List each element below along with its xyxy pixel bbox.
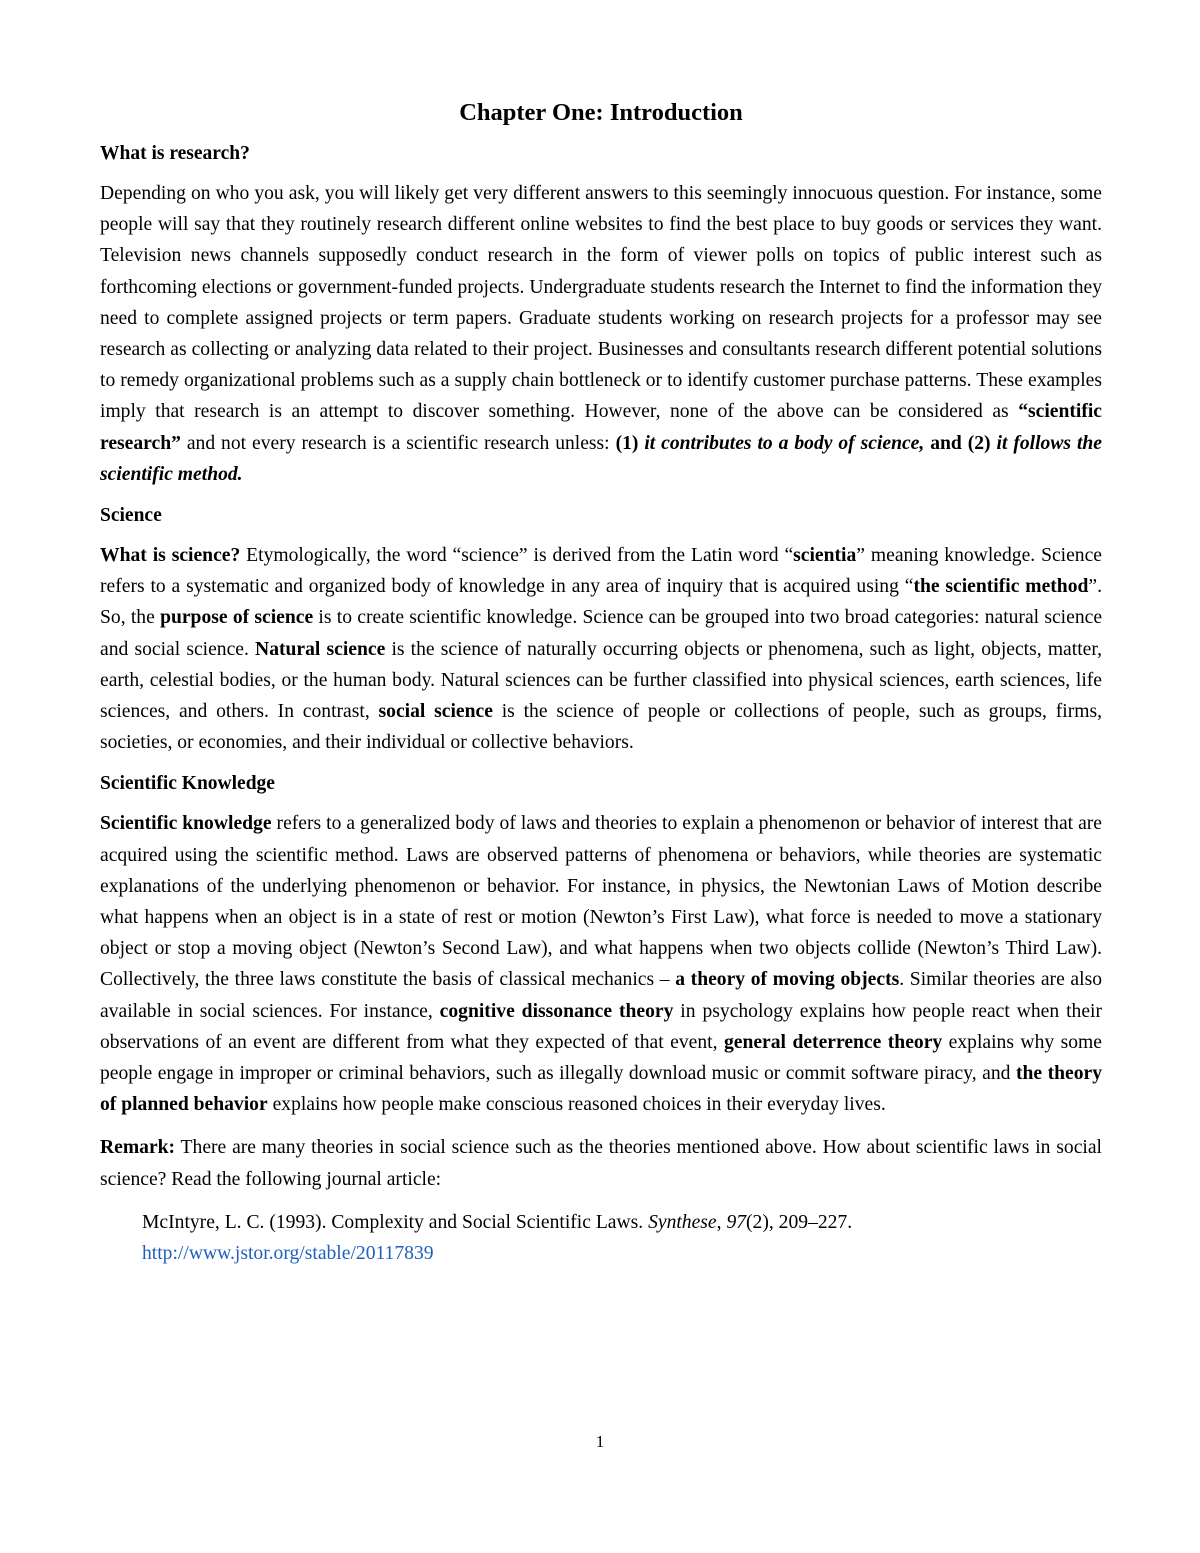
text-run: and not every research is a scientific research unless: (180, 432, 616, 454)
bold-run: general deterrence theory (723, 1031, 943, 1053)
text-run: is to create scientific knowledge. Science can be grouped into two broad categories: natural science and social science. (100, 607, 1103, 660)
bold-run: Natural science (255, 638, 386, 660)
bold-run: purpose of science (160, 607, 314, 629)
text-run: Depending on who you ask, you will likely get very different answers to this seemingly innocuous question. For instance, some people will say that they routinely research different online websites to find the best place to buy goods or services they want. Television news channels supposedly conduct research in the form of viewer polls on topics of public interest such as forthcoming elections or government-funded projects. Undergraduate students research the Internet to find the information they need to complete assigned projects or term papers. Graduate students working on research projects for a professor may see research as collecting or analyzing data related to their project. Businesses and consultants research different potential solutions to remedy organizational problems such as a supply chain bottleneck or to identify customer purchase patterns. These examples imply that research is an attempt to discover something. However, none of the above can be considered as (100, 183, 1102, 423)
reference-citation (142, 1207, 1102, 1269)
text-run: ”. So, the (100, 576, 1103, 629)
paragraph-remark (100, 1132, 1102, 1194)
bold-run: cognitive dissonance theory (439, 1000, 674, 1022)
text-run: is the science of people or collections of people, such as groups, firms, societies, or economies, and their individual or collective behaviors. (100, 701, 1102, 754)
bold-run: Scientific knowledge (100, 813, 272, 835)
reference-text: McIntyre, L. C. (1993). Complexity and Social Scientific Laws. (142, 1211, 649, 1233)
text-run: is the science of naturally occurring objects or phenomena, such as light, objects, matter, earth, celestial bodies, or the human body. Natural sciences can be further classified into physical sciences, earth sciences, life sciences, and others. In contrast, (100, 638, 1102, 723)
reference-journal: Synthese (648, 1211, 717, 1233)
text-run: explains why some people engage in improper or criminal behaviors, such as illegally download music or commit software piracy, and (100, 1031, 1102, 1085)
text-run: There are many theories in social science such as the theories mentioned above. How about scientific laws in social science? Read the following journal article: (100, 1137, 1102, 1190)
page-number: 1 (595, 1432, 605, 1451)
chapter-title: Chapter One: Introduction (459, 99, 743, 126)
heading-science: Science (100, 505, 162, 527)
text-run: ” meaning knowledge. Science refers to a systematic and organized body of knowledge in any area of inquiry that is acquired using “ (100, 545, 1102, 598)
text-run: . Similar theories are also available in social sciences. For instance, (100, 969, 1102, 1022)
bold-run: “scientific research” (100, 401, 1102, 454)
bold-run: scientia (793, 545, 857, 567)
paragraph-science (100, 540, 1102, 758)
bold-run: (1) (615, 432, 639, 454)
paragraph-research (100, 178, 1102, 490)
bold-italic-run: it follows the scientific method. (100, 432, 1102, 485)
bold-run: the scientific method (913, 576, 1089, 598)
reference-comma: , (716, 1211, 727, 1233)
text-run: refers to a generalized body of laws and theories to explain a phenomenon or behavior of interest that are acquired using the scientific method. Laws are observed patterns of phenomena or behaviors, while theories are systematic explanations of the underlying phenomenon or behavior. For instance, in physics, the Newtonian Laws of Motion describe what happens when an object is in a state of rest or motion (Newton’s First Law), what force is needed to move a stationary object or stop a moving object (Newton’s Second Law), and what happens when two objects collide (Newton’s Third Law). Collectively, the three laws constitute the basis of classical mechanics – (100, 813, 1102, 991)
bold-run: social science (378, 701, 493, 723)
bold-run: a theory of moving objects (675, 969, 900, 991)
bold-italic-run: it contributes to a body of science, (638, 432, 925, 454)
heading-scientific-knowledge: Scientific Knowledge (100, 773, 275, 795)
page-content (100, 96, 1102, 1269)
heading-what-is-research: What is research? (100, 143, 250, 164)
text-run: Etymologically, the word “science” is derived from the Latin word “ (240, 545, 794, 567)
reference-rest: (2), 209–227. (746, 1211, 853, 1233)
bold-run: Remark: (100, 1137, 176, 1159)
bold-run: the theory of planned behavior (100, 1063, 1102, 1116)
reference-volume: 97 (726, 1211, 747, 1233)
bold-run: What is science? (100, 545, 241, 567)
reference-link[interactable]: http://www.jstor.org/stable/20117839 (142, 1242, 434, 1264)
paragraph-scientific-knowledge (100, 808, 1102, 1120)
bold-run: and (2) (924, 432, 991, 454)
text-run: explains how people make conscious reasoned choices in their everyday lives. (267, 1094, 886, 1116)
text-run: in psychology explains how people react when their observations of an event are different from what they expected of that event, (100, 1000, 1102, 1053)
